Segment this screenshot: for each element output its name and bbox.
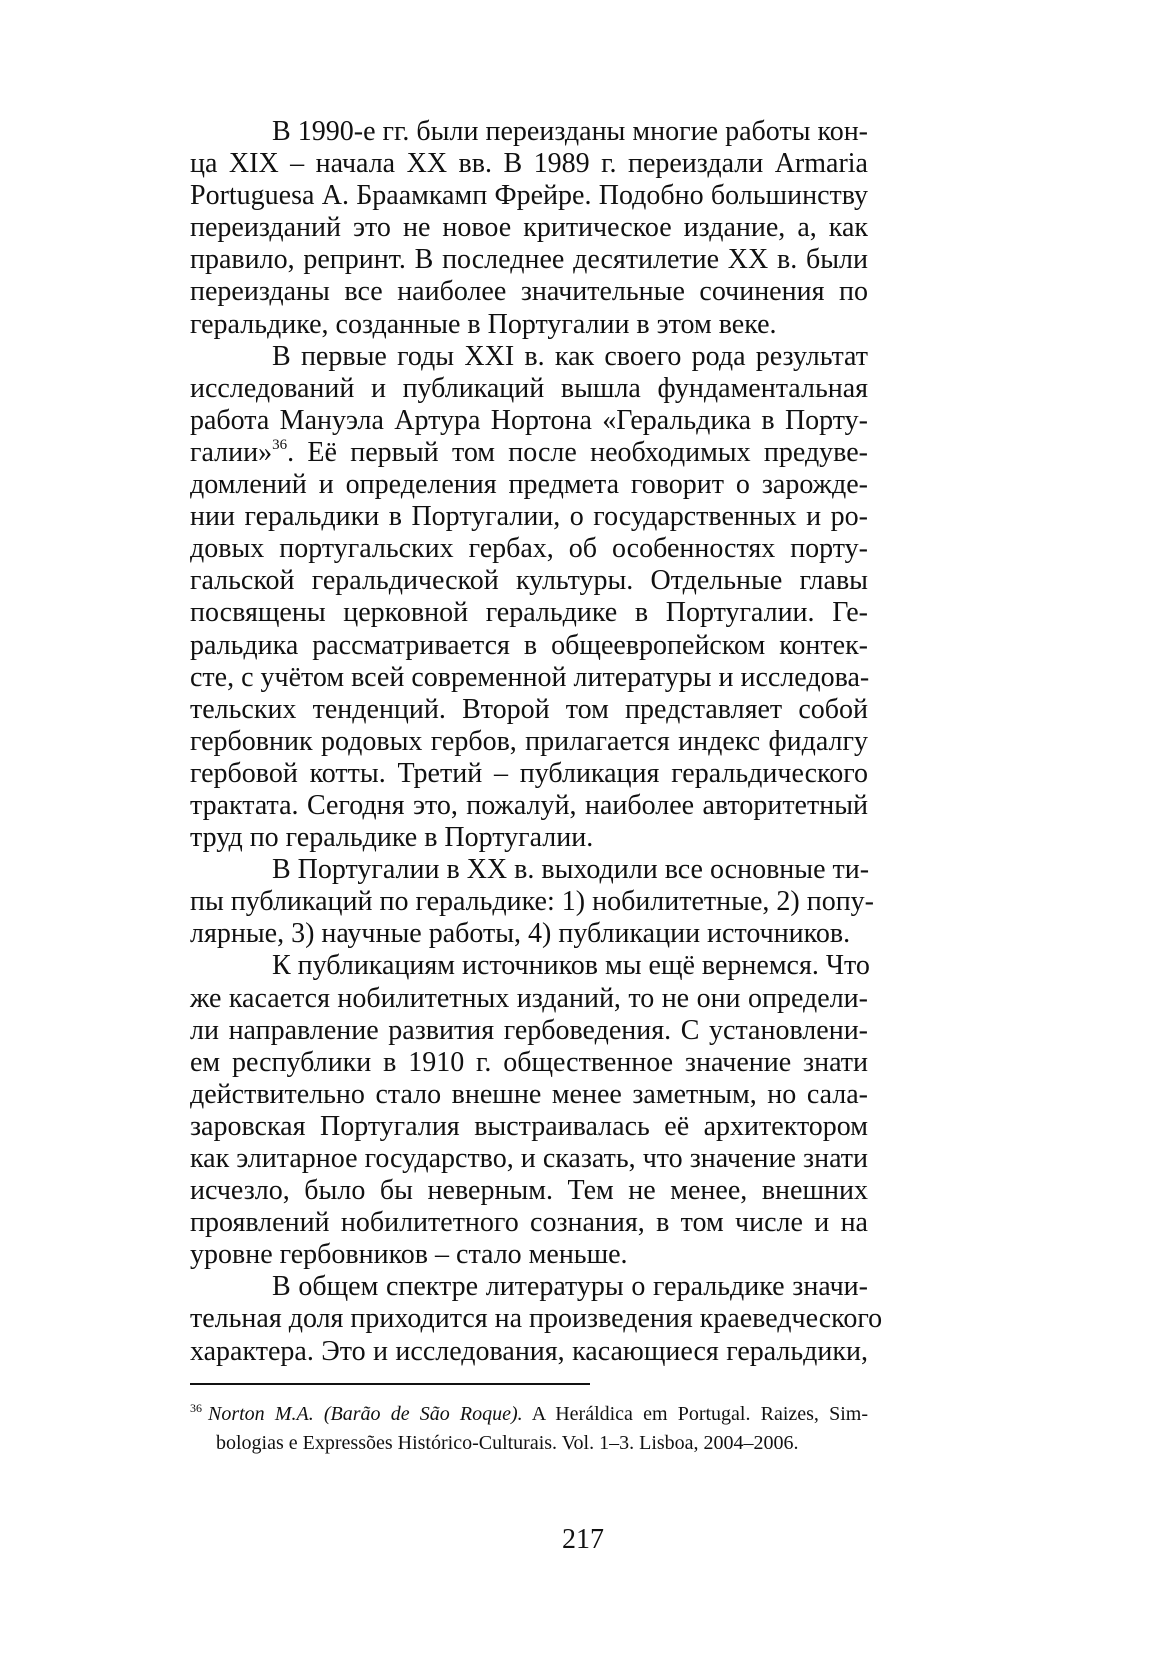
text-line-content: как элитарное государство, и сказать, что значение знати bbox=[190, 1143, 868, 1174]
text-line-content: домлений и определения предмета говорит о зарожде- bbox=[190, 469, 868, 501]
text-line-content: гальской геральдической культуры. Отдельные главы bbox=[190, 565, 868, 597]
text-line-content: В первые годы XXI в. как своего рода результат bbox=[272, 340, 868, 372]
page-number: 217 bbox=[562, 1524, 604, 1555]
footnote-reference[interactable]: 36 bbox=[272, 436, 288, 453]
text-line bbox=[190, 1079, 868, 1111]
footnote-title: A Heráldica em Portugal. Raizes, Sim- bbox=[522, 1403, 868, 1425]
text-line-content: труд по геральдике в Португалии. bbox=[190, 822, 594, 854]
text-line bbox=[190, 148, 868, 180]
text-line bbox=[190, 694, 868, 726]
text-line bbox=[190, 437, 868, 469]
text-line bbox=[190, 309, 868, 341]
text-line-content: ем республики в 1910 г. общественное значение знати bbox=[190, 1046, 868, 1078]
text-line-content: К публикациям источников мы ещё вернемся. Что bbox=[272, 950, 870, 982]
text-line-content: В Португалии в XX в. выходили все основные ти- bbox=[272, 854, 870, 886]
text-line bbox=[190, 1207, 868, 1239]
text-line bbox=[190, 758, 868, 790]
text-line bbox=[190, 726, 868, 758]
text-line-content: лярные, 3) научные работы, 4) публикации источников. bbox=[190, 918, 851, 950]
footnote-number: 36 bbox=[190, 1401, 202, 1415]
text-line-content: уровне гербовников – стало меньше. bbox=[190, 1239, 628, 1271]
text-line-content: посвящены церковной геральдике в Португалии. Ге- bbox=[190, 597, 868, 629]
text-line bbox=[190, 1143, 868, 1175]
text-line bbox=[190, 662, 868, 694]
footnote-line: bologias e Expressões Histórico-Culturais. Vol. 1–3. Lisboa, 2004–2006. bbox=[216, 1432, 799, 1454]
text-line bbox=[190, 950, 868, 982]
text-line bbox=[190, 1047, 868, 1079]
text-line-content: правило, репринт. В последнее десятилетие XX в. были bbox=[190, 244, 868, 276]
text-line bbox=[190, 1239, 868, 1271]
main-text bbox=[190, 116, 883, 1368]
text-line-content: переизданий это не новое критическое издание, а, как bbox=[190, 212, 868, 244]
text-line bbox=[190, 1303, 883, 1335]
text-line-content: ральдика рассматривается в общеевропейском контек- bbox=[190, 629, 868, 661]
text-line bbox=[190, 854, 868, 886]
text-line bbox=[190, 180, 868, 212]
text-line bbox=[190, 1336, 868, 1368]
text-line-content: сте, с учётом всей современной литературы и исследова- bbox=[190, 661, 870, 693]
text-line bbox=[190, 469, 868, 501]
text-line bbox=[190, 918, 868, 950]
text-line-content: нии геральдики в Португалии, о государственных и ро- bbox=[190, 501, 868, 533]
text-line bbox=[190, 1175, 868, 1207]
text-line bbox=[190, 1111, 868, 1143]
footnote bbox=[190, 1400, 868, 1458]
text-line-content: заровская Португалия выстраивалась её архитектором bbox=[190, 1110, 868, 1142]
text-line-content: ли направление развития гербоведения. С установлени- bbox=[190, 1014, 868, 1046]
text-line-content: пы публикаций по геральдике: 1) нобилитетные, 2) попу- bbox=[190, 886, 875, 918]
text-line-content: переизданы все наиболее значительные сочинения по bbox=[190, 276, 868, 308]
text-line-content: характера. Это и исследования, касающиеся геральдики, bbox=[190, 1335, 868, 1367]
text-line bbox=[190, 212, 868, 244]
text-line-content: тельских тенденций. Второй том представляет собой bbox=[190, 693, 868, 725]
text-line-content: трактата. Сегодня это, пожалуй, наиболее авторитетный bbox=[190, 789, 868, 821]
text-line bbox=[190, 565, 868, 597]
text-line-content: исчезло, было бы неверным. Тем не менее, внешних bbox=[190, 1175, 868, 1207]
text-line-content: довых португальских гербах, об особенностях порту- bbox=[190, 533, 868, 565]
text-line-content: проявлений нобилитетного сознания, в том числе и на bbox=[190, 1207, 868, 1239]
footnote-separator bbox=[190, 1383, 590, 1385]
text-line bbox=[190, 116, 868, 148]
text-line bbox=[190, 983, 868, 1015]
text-line-content: В общем спектре литературы о геральдике значи- bbox=[272, 1271, 868, 1303]
text-line-content: исследований и публикаций вышла фундаментальная bbox=[190, 372, 868, 404]
text-line-content: ца XIX – начала XX вв. В 1989 г. переиздали Armaria bbox=[190, 148, 868, 180]
text-line bbox=[190, 630, 868, 662]
text-line-content: В 1990-е гг. были переизданы многие работы кон- bbox=[272, 116, 868, 147]
text-line bbox=[190, 501, 868, 533]
text-line-content: Portuguesa А. Браамкамп Фрейре. Подобно большинству bbox=[190, 180, 868, 212]
footnote-line bbox=[190, 1400, 868, 1429]
text-line bbox=[190, 597, 868, 629]
text-line bbox=[190, 373, 868, 405]
text-line bbox=[190, 1271, 868, 1303]
text-line bbox=[190, 886, 875, 918]
text-line-content: гербовник родовых гербов, прилагается индекс фидалгу bbox=[190, 725, 868, 757]
text-line-content: геральдике, созданные в Португалии в этом веке. bbox=[190, 308, 777, 340]
text-line bbox=[190, 244, 868, 276]
text-line-content: галии» bbox=[190, 436, 273, 468]
text-line-content: же касается нобилитетных изданий, то не они определи- bbox=[190, 982, 868, 1014]
text-line bbox=[190, 1015, 868, 1047]
text-line-content: работа Мануэла Артура Нортона «Геральдика в Порту- bbox=[190, 404, 868, 436]
text-line-content: . Её первый том после необходимых предуве- bbox=[287, 436, 868, 468]
text-line bbox=[190, 822, 868, 854]
text-line-content: гербовой котты. Третий – публикация геральдического bbox=[190, 757, 868, 789]
text-line bbox=[190, 276, 868, 308]
text-line bbox=[190, 533, 868, 565]
text-line bbox=[190, 405, 868, 437]
text-line bbox=[190, 341, 868, 373]
text-line-content: тельная доля приходится на произведения краеведческого bbox=[190, 1303, 883, 1335]
footnote-author: Norton M.A. (Barão de São Roque). bbox=[208, 1403, 523, 1425]
text-line-content: действительно стало внешне менее заметным, но сала- bbox=[190, 1078, 868, 1110]
text-line bbox=[190, 790, 868, 822]
